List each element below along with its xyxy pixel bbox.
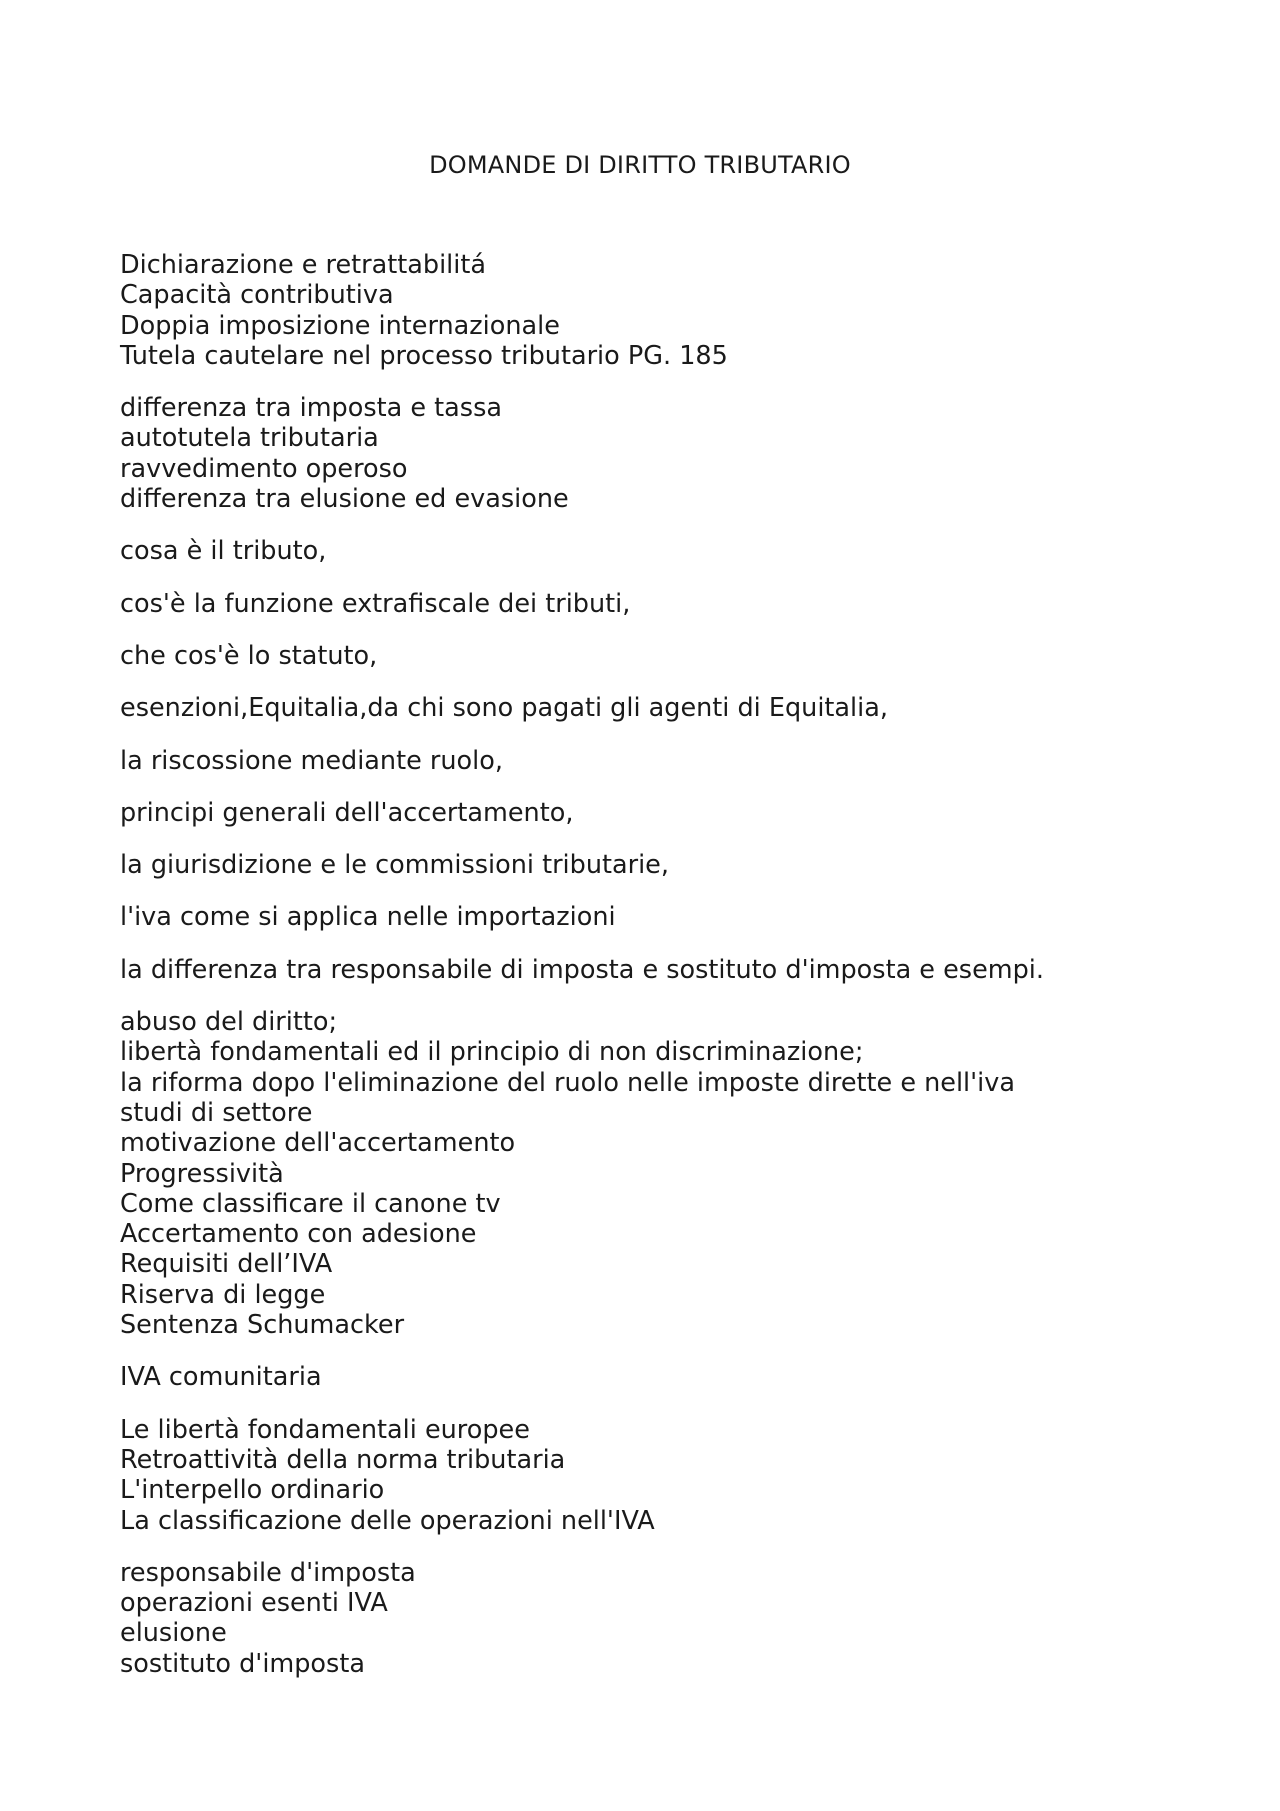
question-group xyxy=(120,393,1180,514)
question-line: esenzioni,Equitalia,da chi sono pagati gli agenti di Equitalia, xyxy=(120,693,888,724)
question-line: Tutela cautelare nel processo tributario PG. 185 xyxy=(120,340,728,371)
question-line: la riforma dopo l'eliminazione del ruolo nelle imposte dirette e nell'iva xyxy=(120,1067,1015,1098)
question-line: sostituto d'imposta xyxy=(120,1648,365,1679)
question-line: Capacità contributiva xyxy=(120,280,394,311)
question-group xyxy=(120,746,1180,776)
question-line: libertà fondamentali ed il principio di non discriminazione; xyxy=(120,1037,864,1068)
question-line: la riscossione mediante ruolo, xyxy=(120,745,503,776)
question-line: differenza tra elusione ed evasione xyxy=(120,484,569,515)
question-line: Accertamento con adesione xyxy=(120,1219,477,1250)
question-line: Requisiti dell’IVA xyxy=(120,1249,333,1280)
question-line: Retroattività della norma tributaria xyxy=(120,1444,566,1475)
question-group xyxy=(120,902,1180,932)
question-line: abuso del diritto; xyxy=(120,1007,338,1038)
question-group xyxy=(120,850,1180,880)
question-line: principi generali dell'accertamento, xyxy=(120,797,574,828)
question-line: Come classificare il canone tv xyxy=(120,1188,501,1219)
question-line: Doppia imposizione internazionale xyxy=(120,310,560,341)
question-group xyxy=(120,955,1180,985)
question-line: Le libertà fondamentali europee xyxy=(120,1414,530,1445)
question-group xyxy=(120,798,1180,828)
question-group xyxy=(120,250,1180,371)
question-line: differenza tra imposta e tassa xyxy=(120,393,502,424)
question-line: Riserva di legge xyxy=(120,1279,326,1310)
question-line: ravvedimento operoso xyxy=(120,453,408,484)
question-line: operazioni esenti IVA xyxy=(120,1588,388,1619)
question-line: l'iva come si applica nelle importazioni xyxy=(120,902,616,933)
question-line: La classificazione delle operazioni nell'IVA xyxy=(120,1505,655,1536)
question-line: motivazione dell'accertamento xyxy=(120,1128,516,1159)
question-group xyxy=(120,1007,1180,1340)
question-group xyxy=(120,1558,1180,1679)
question-line: L'interpello ordinario xyxy=(120,1475,385,1506)
question-group xyxy=(120,1415,1180,1536)
question-line: Sentenza Schumacker xyxy=(120,1310,405,1341)
question-line: la giurisdizione e le commissioni tributarie, xyxy=(120,850,669,881)
question-line: cosa è il tributo, xyxy=(120,536,327,567)
question-group xyxy=(120,536,1180,566)
question-line: che cos'è lo statuto, xyxy=(120,640,378,671)
document-title: DOMANDE DI DIRITTO TRIBUTARIO xyxy=(429,151,851,179)
question-line: responsabile d'imposta xyxy=(120,1557,416,1588)
question-group xyxy=(120,1362,1180,1392)
question-line: la differenza tra responsabile di imposta e sostituto d'imposta e esempi. xyxy=(120,954,1044,985)
question-line: studi di settore xyxy=(120,1097,313,1128)
question-group xyxy=(120,693,1180,723)
question-list xyxy=(120,250,1180,1701)
question-group xyxy=(120,641,1180,671)
question-line: cos'è la funzione extrafiscale dei tributi, xyxy=(120,588,631,619)
question-line: Dichiarazione e retrattabilitá xyxy=(120,250,486,280)
question-line: autotutela tributaria xyxy=(120,423,379,454)
question-line: elusione xyxy=(120,1618,227,1649)
question-line: Progressività xyxy=(120,1158,284,1189)
question-group xyxy=(120,589,1180,619)
question-line: IVA comunitaria xyxy=(120,1362,322,1393)
